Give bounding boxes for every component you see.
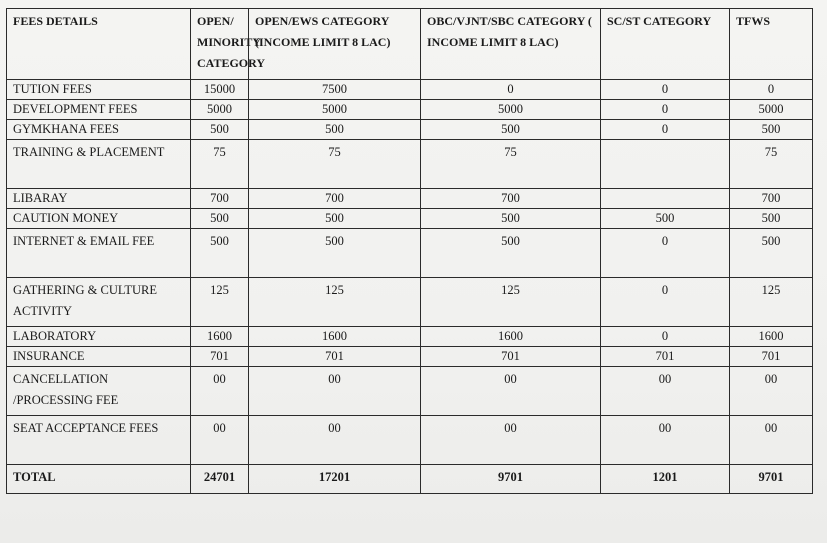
obc-value: 700 <box>421 189 601 209</box>
open-value: 700 <box>191 189 249 209</box>
open-ews-value: 701 <box>249 347 421 367</box>
fee-label: CANCELLATION /PROCESSING FEE <box>7 367 191 416</box>
scst-value: 701 <box>601 347 730 367</box>
fee-label: INSURANCE <box>7 347 191 367</box>
tfws-value: 00 <box>730 416 813 465</box>
fee-label: TUTION FEES <box>7 80 191 100</box>
scst-value: 0 <box>601 278 730 327</box>
fees-table <box>6 8 813 494</box>
open-value: 00 <box>191 367 249 416</box>
obc-value: 500 <box>421 229 601 278</box>
header-obc: OBC/VJNT/SBC CATEGORY ( INCOME LIMIT 8 LAC) <box>421 9 601 80</box>
total-label: TOTAL <box>7 465 191 494</box>
tfws-value: 5000 <box>730 100 813 120</box>
scst-value <box>601 189 730 209</box>
tfws-value: 1600 <box>730 327 813 347</box>
open-ews-value: 1600 <box>249 327 421 347</box>
open-value: 500 <box>191 209 249 229</box>
table-row <box>7 140 813 189</box>
table-row <box>7 189 813 209</box>
open-ews-value: 125 <box>249 278 421 327</box>
fee-label: LIBARAY <box>7 189 191 209</box>
header-fees-details: FEES DETAILS <box>7 9 191 80</box>
open-value: 500 <box>191 120 249 140</box>
scst-value: 0 <box>601 80 730 100</box>
obc-value: 75 <box>421 140 601 189</box>
tfws-value: 701 <box>730 347 813 367</box>
header-scst: SC/ST CATEGORY <box>601 9 730 80</box>
header-open: OPEN/ MINORITY CATEGORY <box>191 9 249 80</box>
fee-label: GATHERING & CULTURE ACTIVITY <box>7 278 191 327</box>
fee-label: DEVELOPMENT FEES <box>7 100 191 120</box>
obc-value: 500 <box>421 209 601 229</box>
fee-label: INTERNET & EMAIL FEE <box>7 229 191 278</box>
table-row <box>7 100 813 120</box>
tfws-value: 00 <box>730 367 813 416</box>
obc-value: 1600 <box>421 327 601 347</box>
header-tfws: TFWS <box>730 9 813 80</box>
total-row <box>7 465 813 494</box>
fee-label: GYMKHANA FEES <box>7 120 191 140</box>
open-ews-value: 5000 <box>249 100 421 120</box>
open-ews-value: 75 <box>249 140 421 189</box>
open-ews-value: 7500 <box>249 80 421 100</box>
open-ews-value: 00 <box>249 367 421 416</box>
tfws-value: 0 <box>730 80 813 100</box>
open-value: 15000 <box>191 80 249 100</box>
open-value: 75 <box>191 140 249 189</box>
open-value: 5000 <box>191 100 249 120</box>
tfws-value: 500 <box>730 120 813 140</box>
table-row <box>7 120 813 140</box>
obc-value: 125 <box>421 278 601 327</box>
obc-value: 701 <box>421 347 601 367</box>
tfws-value: 500 <box>730 229 813 278</box>
open-ews-value: 500 <box>249 229 421 278</box>
total-open: 24701 <box>191 465 249 494</box>
scst-value: 0 <box>601 120 730 140</box>
obc-value: 00 <box>421 367 601 416</box>
open-value: 500 <box>191 229 249 278</box>
total-open-ews: 17201 <box>249 465 421 494</box>
scst-value: 00 <box>601 416 730 465</box>
table-row <box>7 416 813 465</box>
header-open-ews: OPEN/EWS CATEGORY (INCOME LIMIT 8 LAC) <box>249 9 421 80</box>
open-ews-value: 700 <box>249 189 421 209</box>
fee-label: LABORATORY <box>7 327 191 347</box>
header-row <box>7 9 813 80</box>
obc-value: 500 <box>421 120 601 140</box>
scst-value: 0 <box>601 229 730 278</box>
table-row <box>7 367 813 416</box>
table-row <box>7 347 813 367</box>
tfws-value: 700 <box>730 189 813 209</box>
open-value: 701 <box>191 347 249 367</box>
open-ews-value: 500 <box>249 120 421 140</box>
obc-value: 0 <box>421 80 601 100</box>
tfws-value: 75 <box>730 140 813 189</box>
total-tfws: 9701 <box>730 465 813 494</box>
obc-value: 5000 <box>421 100 601 120</box>
open-value: 1600 <box>191 327 249 347</box>
table-row <box>7 327 813 347</box>
obc-value: 00 <box>421 416 601 465</box>
fee-label: SEAT ACCEPTANCE FEES <box>7 416 191 465</box>
table-row <box>7 278 813 327</box>
scst-value: 0 <box>601 100 730 120</box>
total-scst: 1201 <box>601 465 730 494</box>
open-value: 00 <box>191 416 249 465</box>
scst-value <box>601 140 730 189</box>
total-obc: 9701 <box>421 465 601 494</box>
scst-value: 500 <box>601 209 730 229</box>
table-row <box>7 229 813 278</box>
tfws-value: 500 <box>730 209 813 229</box>
open-value: 125 <box>191 278 249 327</box>
table-row <box>7 80 813 100</box>
table-row <box>7 209 813 229</box>
tfws-value: 125 <box>730 278 813 327</box>
scst-value: 0 <box>601 327 730 347</box>
open-ews-value: 00 <box>249 416 421 465</box>
scst-value: 00 <box>601 367 730 416</box>
open-ews-value: 500 <box>249 209 421 229</box>
fee-label: TRAINING & PLACEMENT <box>7 140 191 189</box>
fee-label: CAUTION MONEY <box>7 209 191 229</box>
